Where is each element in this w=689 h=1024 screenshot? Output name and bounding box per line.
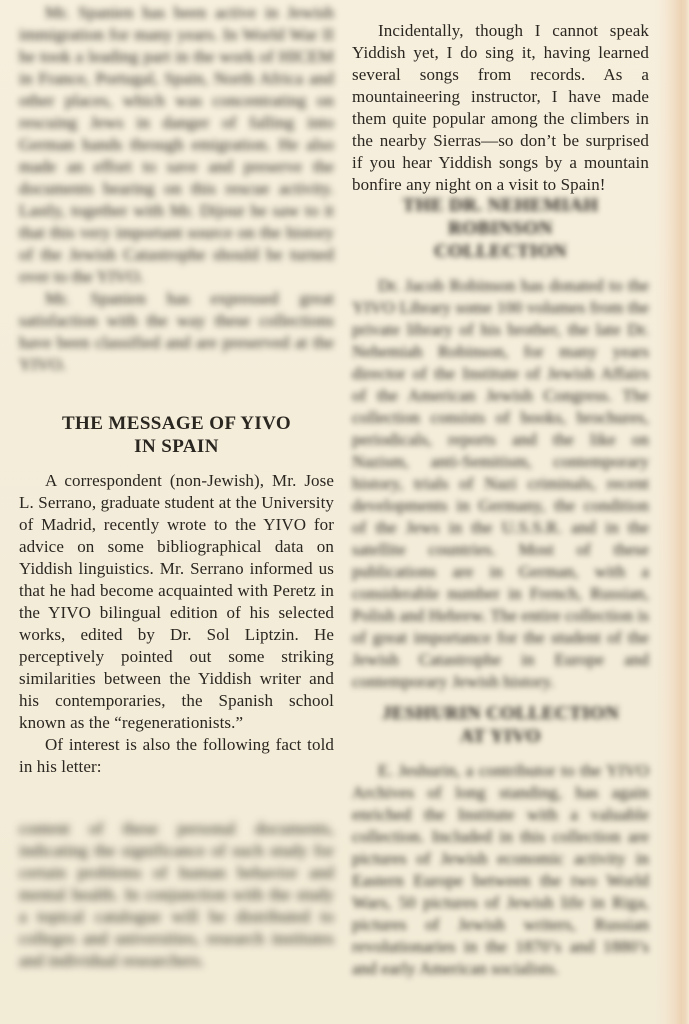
serrano-paragraph: A correspondent (non-Jewish), Mr. Jose L. Serrano, graduate student at the University of Madrid, recently wrote to the YIVO for advice on some bibliographical data on Yiddish linguistics. Mr. Serrano informed us that he had become acquainted with Peretz in the YIVO bilingual edition of his selected works, edited by Dr. Sol Liptzin. He perceptively pointed out some striking similarities between the Yiddish writer and his contemporaries, the Spanish school known as the “regenerationists.”	[19, 471, 334, 732]
letter-excerpt-paragraph: Incidentally, though I cannot speak Yiddish yet, I do sing it, having learned several songs from records. As a mountaineering instructor, I have made them quite popular among the climbers in the nearby Sierras—so don’t be surprised if you hear Yiddish songs by a mountain bonfire any night on a visit to Spain!	[352, 21, 649, 194]
left-column	[19, 0, 334, 1024]
spanien-activity-paragraph: Mr. Spanien has been active in Jewish immigration for many years. In World War II he took a leading part in the work of HICEM in France, Portugal, Spain, North Africa and other places, which was concentrating on rescuing Jews in danger of falling into German hands through emigration. He also made an effort to save and preserve the documents bearing on this rescue activity. Lastly, together with Mr. Dijour he saw to it that this very important source on the history of the Jewish Catastrophe should be turned over to the YIVO.	[19, 3, 334, 286]
message-of-yivo-section	[19, 412, 334, 778]
jeshurin-collection-heading	[352, 702, 649, 748]
heading-line: IN SPAIN	[134, 436, 219, 457]
heading-line: THE MESSAGE OF YIVO	[61, 413, 292, 434]
heading-line: THE DR. NEHEMIAH ROBINSON	[402, 195, 599, 239]
robinson-collection-section	[352, 194, 649, 693]
left-top-blurred-section	[19, 2, 334, 376]
heading-line: COLLECTION	[434, 241, 567, 262]
left-bottom-blurred-section	[19, 818, 334, 972]
jeshurin-collection-paragraph: E. Jeshurin, a contributor to the YIVO Archives of long standing, has again enriched the Institute with a valuable collection. Included in this collection are pictures of Jewish economic activity in Eastern Europe between the two World Wars, 50 pictures of Jewish life in Riga, pictures of Jewish writers, Russian revolutionaries in the 1870’s and 1880’s and early American socialists.	[352, 761, 649, 978]
message-of-yivo-heading	[19, 412, 334, 458]
heading-line: JESHURIN COLLECTION	[381, 703, 620, 724]
study-catalogue-paragraph: content of these personal documents, indicating the significance of such study for certain problems of human behavior and mental health. In conjunction with the study a topical catalogue will be distributed to colleges and universities, research institutes and individual researchers.	[19, 819, 334, 970]
right-column	[352, 0, 649, 1024]
letter-intro-paragraph: Of interest is also the following fact told in his letter:	[19, 735, 334, 776]
robinson-collection-paragraph: Dr. Jacob Robinson has donated to the YIVO Library some 100 volumes from the private library of his brother, the late Dr. Nehemiah Robinson, for many years director of the Institute of Jewish Affairs of the American Jewish Congress. The collection consists of books, brochures, periodicals, reports and the like on Nazism, anti-Semitism, contemporary history, trials of Nazi criminals, recent developments in Germany, the condition of the Jews in the U.S.S.R. and in the satellite countries. Most of these publications are in German, with a considerable number in French, Russian, Polish and Hebrew. The entire collection is of great importance for the student of the Jewish Catastrophe in Europe and contemporary Jewish history.	[352, 276, 650, 691]
page-edge	[655, 0, 689, 1024]
spanien-satisfaction-paragraph: Mr. Spanien has expressed great satisfaction with the way these collections have been classified and are preserved at the YIVO.	[19, 289, 334, 374]
heading-line: AT YIVO	[460, 726, 541, 747]
letter-excerpt-section	[352, 20, 649, 196]
jeshurin-collection-section	[352, 702, 649, 980]
robinson-collection-heading	[352, 194, 649, 263]
